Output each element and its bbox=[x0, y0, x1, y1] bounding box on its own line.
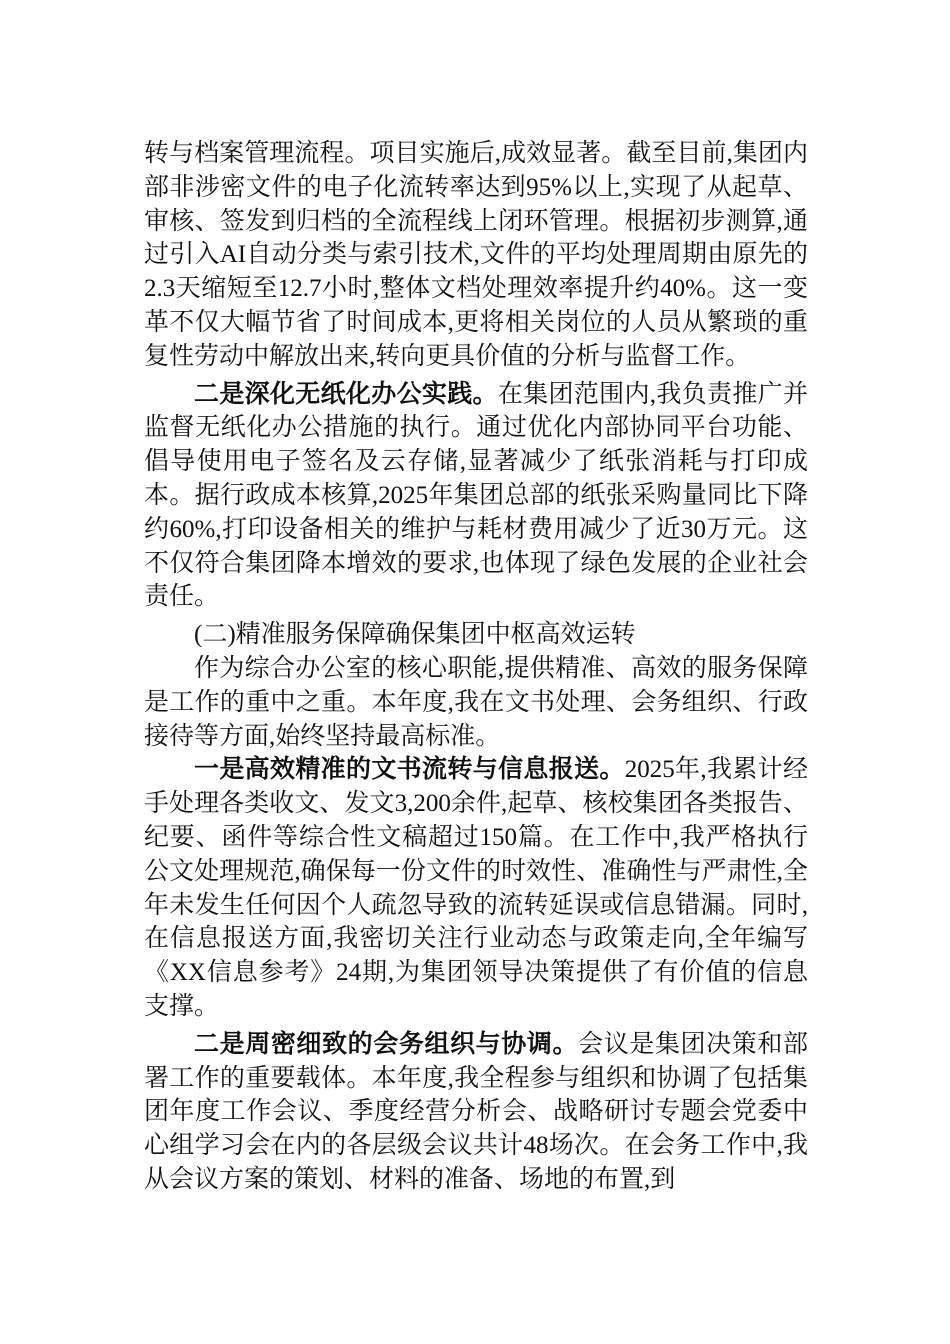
paragraph-text: 在集团范围内,我负责推广并监督无纸化办公措施的执行。通过优化内部协同平台功能、倡导使用电子签名及云存储,显著减少了纸张消耗与打印成本。据行政成本核算,2025年集团总部的纸张采购量同比下降约60%,打印设备相关的维护与耗材费用减少了近30万元。这不仅符合集团降本增效的要求,也体现了绿色发展的企业社会责任。 bbox=[144, 380, 808, 611]
paragraph-service-intro bbox=[144, 652, 808, 753]
paragraph-document-digitization-results bbox=[144, 137, 808, 374]
paragraph-lead: 一是高效精准的文书流转与信息报送。 bbox=[194, 756, 625, 784]
paragraph-paperless-office bbox=[144, 378, 808, 615]
heading-text: (二)精准服务保障确保集团中枢高效运转 bbox=[194, 621, 636, 649]
paragraph-meeting-organization bbox=[144, 1028, 808, 1197]
paragraph-lead: 二是深化无纸化办公实践。 bbox=[194, 380, 498, 408]
paragraph-text: 转与档案管理流程。项目实施后,成效显著。截至目前,集团内部非涉密文件的电子化流转率达到95%以上,实现了从起草、审核、签发到归档的全流程线上闭环管理。根据初步测算,通过引入AI自动分类与索引技术,文件的平均处理周期由原先的2.3天缩短至12.7小时,整体文档处理效率提升约40%。这一变革不仅大幅节省了时间成本,更将相关岗位的人员从繁琐的重复性劳动中解放出来,转向更具价值的分析与监督工作。 bbox=[144, 140, 808, 370]
paragraph-lead: 二是周密细致的会务组织与协调。 bbox=[194, 1030, 579, 1058]
paragraph-text: 会议是集团决策和部署工作的重要载体。本年度,我全程参与组织和协调了包括集团年度工作会议、季度经营分析会、战略研讨专题会党委中心组学习会在内的各层级会议共计48场次。在会务工作中,我从会议方案的策划、材料的准备、场地的布置,到 bbox=[144, 1030, 808, 1193]
document-page bbox=[144, 137, 808, 1197]
paragraph-text: 2025年,我累计经手处理各类收文、发文3,200余件,起草、核校集团各类报告、纪要、函件等综合性文稿超过150篇。在工作中,我严格执行公文处理规范,确保每一份文件的时效性、准确性与严肃性,全年未发生任何因个人疏忽导致的流转延误或信息错漏。同时,在信息报送方面,我密切关注行业动态与政策走向,全年编写《XX信息参考》24期,为集团领导决策提供了有价值的信息支撑。 bbox=[144, 756, 808, 1020]
paragraph-text: 作为综合办公室的核心职能,提供精准、高效的服务保障是工作的重中之重。本年度,我在文书处理、会务组织、行政接待等方面,始终坚持最高标准。 bbox=[144, 654, 808, 750]
paragraph-document-circulation bbox=[144, 753, 808, 1023]
section-heading-service-support bbox=[144, 618, 808, 652]
